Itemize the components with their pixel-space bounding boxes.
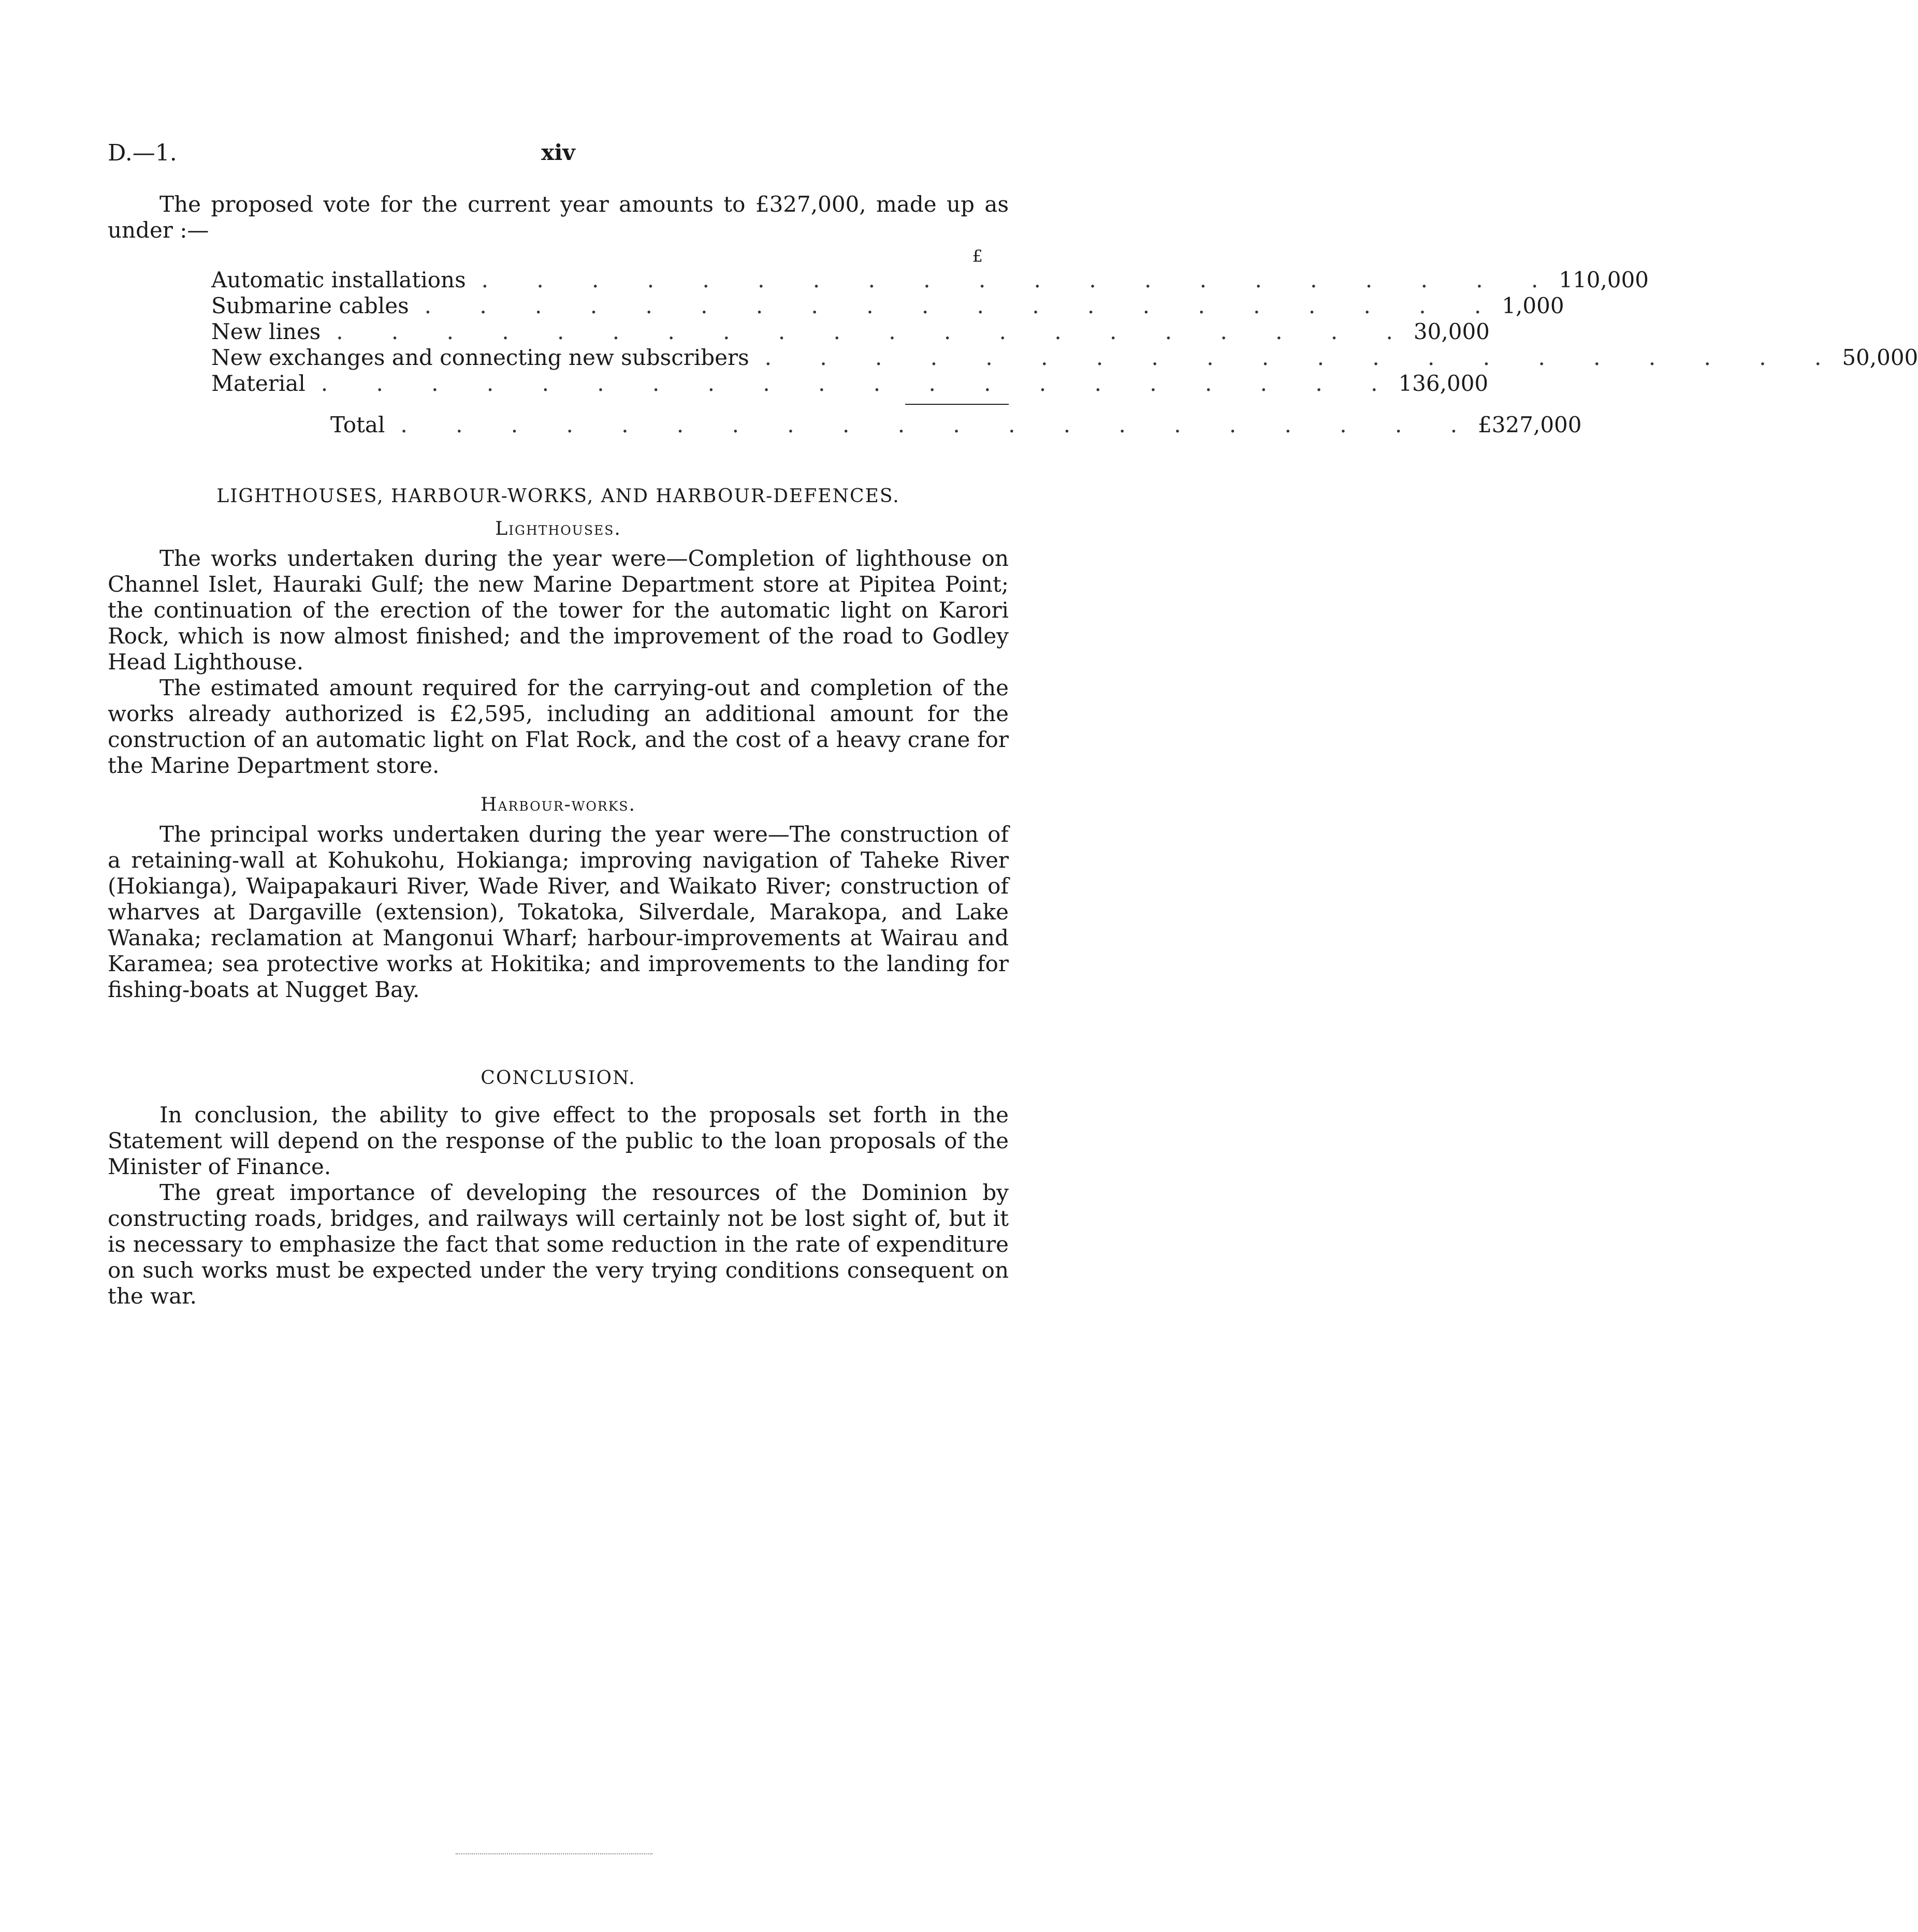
section-heading-conclusion: CONCLUSION. (481, 1067, 636, 1089)
vote-table-unit: £ (972, 246, 983, 266)
total-rule (211, 397, 1009, 412)
vote-table-unit-row (211, 246, 1009, 267)
row-value: 50,000 (1842, 345, 1918, 370)
subheading-harbour-works: Harbour-works. (481, 794, 636, 815)
vote-intro: The proposed vote for the current year amounts to £327,000, made up as under :— (108, 192, 1009, 243)
total-value: £327,000 (1478, 412, 1582, 437)
table-row: New exchanges and connecting new subscribers . . . . . . . . . . . . . . . . . . . . 50,000 (211, 345, 1918, 370)
document-reference: D.—1. (108, 140, 177, 166)
table-row: New lines . . . . . . . . . . . . . . . . . . . . 30,000 (211, 319, 1490, 344)
page-header (108, 140, 1009, 171)
vote-table (211, 246, 1918, 438)
row-label: Automatic installations (211, 267, 466, 292)
row-label: New exchanges and connecting new subscribers (211, 345, 749, 370)
table-row: Automatic installations . . . . . . . . . . . . . . . . . . . . 110,000 (211, 267, 1649, 292)
table-total-row: Total . . . . . . . . . . . . . . . . . . . . £327,000 (211, 412, 1009, 438)
harbour-works-paragraph: The principal works undertaken during the year were—The construction of a retaining-wall at Kohukohu, Hokianga; improving navigation of Taheke River (Hokianga), Waipapakauri River, Wade River, and Waikato River; construction of wharves at Dargaville (extension), Tokatoka, Silverdale, Marakopa, and Lake Wanaka; reclamation at Mangonui Wharf; harbour-improvements at Wairau and Karamea; sea protective works at Hokitika; and improvements to the landing for fishing-boats at Nugget Bay. (108, 822, 1009, 1002)
conclusion-paragraph-2: The great importance of developing the resources of the Dominion by constructing roads, bridges, and railways will certainly not be lost sight of, but it is necessary to emphasize the fact that some reduction in the rate of expenditure on such works must be expected under the very trying conditions consequent on the war. (108, 1180, 1009, 1309)
total-label: Total (330, 412, 385, 437)
row-label: Material (211, 371, 306, 396)
row-value: 136,000 (1398, 371, 1489, 396)
table-row: Submarine cables . . . . . . . . . . . . . . . . . . . . 1,000 (211, 293, 1564, 318)
page-body (108, 192, 1918, 1309)
subheading-lighthouses: Lighthouses. (495, 518, 621, 539)
end-divider (456, 1853, 652, 1854)
conclusion-paragraph-1: In conclusion, the ability to give effect to the proposals set forth in the Statement will depend on the response of the public to the loan proposals of the Minister of Finance. (108, 1102, 1009, 1179)
lighthouses-paragraph-1: The works undertaken during the year were—Completion of lighthouse on Channel Islet, Hauraki Gulf; the new Marine Department store at Pipitea Point; the continuation of the erection of the tower for the automatic light on Karori Rock, which is now almost finished; and the improvement of the road to Godley Head Lighthouse. (108, 546, 1009, 675)
row-label: New lines (211, 319, 321, 344)
section-heading-lighthouses-harbour: LIGHTHOUSES, HARBOUR-WORKS, AND HARBOUR-DEFENCES. (216, 486, 900, 507)
page-number: xiv (541, 140, 575, 165)
lighthouses-paragraph-2: The estimated amount required for the carrying-out and completion of the works already authorized is £2,595, including an additional amount for the construction of an automatic light on Flat Rock, and the cost of a heavy crane for the Marine Department store. (108, 675, 1009, 778)
row-value: 30,000 (1413, 319, 1490, 344)
row-label: Submarine cables (211, 293, 409, 318)
table-row: Material . . . . . . . . . . . . . . . . . . . . 136,000 (211, 371, 1489, 396)
row-value: 1,000 (1502, 293, 1564, 318)
row-value: 110,000 (1559, 267, 1649, 292)
